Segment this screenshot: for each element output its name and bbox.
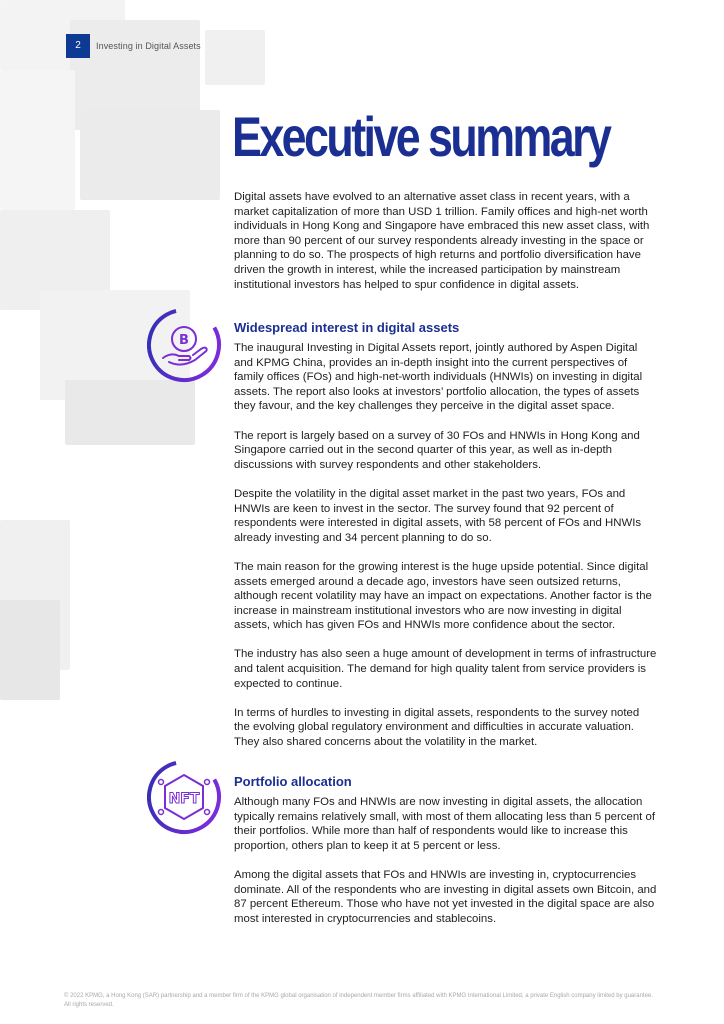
- paragraph: The main reason for the growing interest is the huge upside potential. Since digital assets emerged around a decade ago, investors have seen outsized returns, although recent volatility may have an impact on expectations. Another factor is the increase in mainstream institutional investors who are now investing in digital assets, which has given FOs and HNWIs more confidence about the sector.: [234, 560, 652, 632]
- paragraph: Among the digital assets that FOs and HNWIs are investing in, cryptocurrencies dominate. All of the respondents who are investing in digital assets own Bitcoin, and 87 percent Ethereum. Those who have not yet invested in the digital space are also most interested in cryptocurrencies and stablecoins.: [234, 868, 657, 925]
- section-portfolio-allocation: [234, 774, 658, 926]
- intro-paragraph: Digital assets have evolved to an alternative asset class in recent years, with a market capitalization of more than USD 1 trillion. Family offices and high-net worth individuals in Hong Kong and Singapore have embraced this new asset class, with more than 90 percent of our survey respondents already investing in the space or planning to do so. The prospects of high returns and portfolio diversification have driven the growth in interest, while the increased participation by mainstream institutional investors has helped to spur confidence in digital assets.: [234, 191, 650, 291]
- paragraph: Despite the volatility in the digital asset market in the past two years, FOs and HNWIs are keen to invest in the sector. The survey found that 92 percent of respondents were interested in digital assets, with 58 percent of FOs and HNWIs already investing and 34 percent planning to do so.: [234, 487, 642, 544]
- svg-text:NFT: NFT: [168, 791, 200, 807]
- intro-block: [234, 190, 658, 292]
- svg-text:B: B: [179, 333, 189, 348]
- page-title: Executive summary: [232, 105, 610, 168]
- paragraph: The report is largely based on a survey of 30 FOs and HNWIs in Hong Kong and Singapore carried out in the second quarter of this year, as well as in-depth discussions with survey respondents and other stakeholders.: [234, 429, 640, 471]
- running-header-title: Investing in Digital Assets: [96, 41, 201, 51]
- paragraph: The inaugural Investing in Digital Assets report, jointly authored by Aspen Digital and KPMG China, provides an in-depth insight into the current perspectives of family offices (FOs) and high-net-worth individuals (HNWIs) on investing in digital assets. The report also looks at investors’ portfolio allocation, the types of assets they favour, and the key challenges they perceive in the digital asset space.: [234, 342, 643, 413]
- section-widespread-interest: [234, 320, 658, 750]
- section-heading: Portfolio allocation: [234, 774, 352, 789]
- bitcoin-hand-icon: [147, 306, 225, 384]
- page-number-badge: 2: [66, 34, 90, 58]
- copyright-footer: © 2022 KPMG, a Hong Kong (SAR) partnership and a member firm of the KPMG global organisation of independent member firms affiliated with KPMG International Limited, a private English company limited by guarantee. All rights reserved.: [64, 993, 653, 1008]
- paragraph: The industry has also seen a huge amount of development in terms of infrastructure and talent acquisition. The demand for high quality talent from service providers is expected to continue.: [234, 648, 657, 690]
- nft-icon: [147, 758, 225, 836]
- section-heading: Widespread interest in digital assets: [234, 320, 460, 335]
- paragraph: In terms of hurdles to investing in digital assets, respondents to the survey noted the evolving global regulatory environment and difficulties in accurate valuation. They also shared concerns about the volatility in the market.: [234, 706, 640, 749]
- paragraph: Although many FOs and HNWIs are now investing in digital assets, the allocation typically remains relatively small, with most of them allocating less than 5 percent of their portfolios. While more than half of respondents would like to increase this proportion, others plan to keep it at 5 percent or less.: [234, 796, 655, 852]
